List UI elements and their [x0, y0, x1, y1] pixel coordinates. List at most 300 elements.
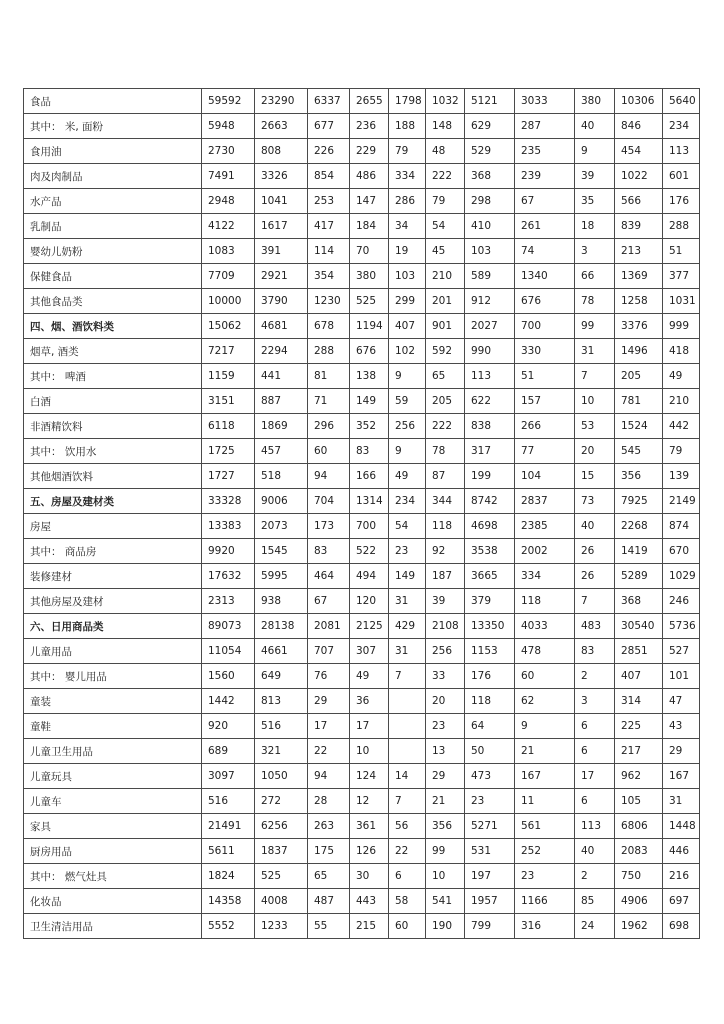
table-cell: 104 [515, 464, 575, 489]
row-label: 保健食品 [24, 264, 202, 289]
table-cell: 1617 [255, 214, 308, 239]
table-cell: 589 [465, 264, 515, 289]
table-cell: 854 [308, 164, 350, 189]
table-cell: 74 [515, 239, 575, 264]
row-label: 五、房屋及建材类 [24, 489, 202, 514]
table-cell: 813 [255, 689, 308, 714]
table-cell: 1869 [255, 414, 308, 439]
table-cell: 105 [615, 789, 663, 814]
table-cell: 149 [350, 389, 389, 414]
table-cell: 670 [663, 539, 700, 564]
table-cell: 1496 [615, 339, 663, 364]
table-cell: 391 [255, 239, 308, 264]
table-cell: 78 [575, 289, 615, 314]
table-cell: 197 [465, 864, 515, 889]
table-cell: 525 [255, 864, 308, 889]
table-cell: 2002 [515, 539, 575, 564]
table-cell: 676 [515, 289, 575, 314]
table-row [24, 439, 700, 464]
table-cell: 689 [202, 739, 255, 764]
table-cell: 2073 [255, 514, 308, 539]
row-label: 水产品 [24, 189, 202, 214]
table-cell: 36 [350, 689, 389, 714]
table-cell: 1041 [255, 189, 308, 214]
table-cell: 2027 [465, 314, 515, 339]
table-cell: 2294 [255, 339, 308, 364]
table-cell: 356 [426, 814, 465, 839]
table-cell: 9 [575, 139, 615, 164]
table-cell: 13350 [465, 614, 515, 639]
table-cell: 256 [426, 639, 465, 664]
table-cell: 118 [426, 514, 465, 539]
table-cell: 443 [350, 889, 389, 914]
table-cell: 21 [426, 789, 465, 814]
table-cell: 361 [350, 814, 389, 839]
table-cell: 9 [389, 364, 426, 389]
table-cell: 190 [426, 914, 465, 939]
table-cell: 525 [350, 289, 389, 314]
table-cell: 94 [308, 464, 350, 489]
row-label: 其他食品类 [24, 289, 202, 314]
table-cell: 30 [350, 864, 389, 889]
row-label: 其中： 饮用水 [24, 439, 202, 464]
table-cell: 5121 [465, 89, 515, 114]
table-cell: 4698 [465, 514, 515, 539]
table-cell: 9006 [255, 489, 308, 514]
table-cell: 114 [308, 239, 350, 264]
table-cell: 149 [389, 564, 426, 589]
table-cell: 65 [308, 864, 350, 889]
table-cell: 40 [575, 114, 615, 139]
table-cell: 87 [426, 464, 465, 489]
table-cell: 2083 [615, 839, 663, 864]
table-cell: 261 [515, 214, 575, 239]
table-cell: 222 [426, 414, 465, 439]
row-label: 其他烟酒饮料 [24, 464, 202, 489]
table-row [24, 314, 700, 339]
table-cell: 51 [663, 239, 700, 264]
table-cell: 102 [389, 339, 426, 364]
table-cell: 487 [308, 889, 350, 914]
table-cell: 352 [350, 414, 389, 439]
table-cell: 17 [308, 714, 350, 739]
table-cell: 184 [350, 214, 389, 239]
table-cell: 3665 [465, 564, 515, 589]
table-cell: 23 [389, 539, 426, 564]
table-cell: 464 [308, 564, 350, 589]
row-label: 装修建材 [24, 564, 202, 589]
table-cell: 39 [575, 164, 615, 189]
table-cell: 18 [575, 214, 615, 239]
table-cell: 2730 [202, 139, 255, 164]
table-cell: 21 [515, 739, 575, 764]
table-cell: 4008 [255, 889, 308, 914]
table-cell: 334 [389, 164, 426, 189]
table-cell: 5289 [615, 564, 663, 589]
table-row [24, 489, 700, 514]
table-cell: 410 [465, 214, 515, 239]
table-cell: 518 [255, 464, 308, 489]
table-cell: 15 [575, 464, 615, 489]
table-cell: 7217 [202, 339, 255, 364]
table-cell: 442 [663, 414, 700, 439]
table-cell: 176 [465, 664, 515, 689]
table-row [24, 164, 700, 189]
table-row [24, 564, 700, 589]
row-label: 非酒精饮料 [24, 414, 202, 439]
table-cell: 33 [426, 664, 465, 689]
table-cell: 24 [575, 914, 615, 939]
table-cell: 344 [426, 489, 465, 514]
table-cell: 92 [426, 539, 465, 564]
table-cell: 321 [255, 739, 308, 764]
row-label: 食用油 [24, 139, 202, 164]
table-cell: 62 [515, 689, 575, 714]
table-cell: 54 [389, 514, 426, 539]
table-cell: 529 [465, 139, 515, 164]
table-cell: 199 [465, 464, 515, 489]
table-cell: 1962 [615, 914, 663, 939]
table-cell: 288 [663, 214, 700, 239]
table-cell: 3376 [615, 314, 663, 339]
table-cell: 229 [350, 139, 389, 164]
row-label: 六、日用商品类 [24, 614, 202, 639]
table-cell: 483 [575, 614, 615, 639]
table-cell: 3097 [202, 764, 255, 789]
table-cell: 85 [575, 889, 615, 914]
table-cell: 19 [389, 239, 426, 264]
table-cell: 67 [515, 189, 575, 214]
table-cell: 1727 [202, 464, 255, 489]
table-cell: 7 [575, 589, 615, 614]
table-cell: 1824 [202, 864, 255, 889]
row-label: 儿童用品 [24, 639, 202, 664]
table-cell: 1442 [202, 689, 255, 714]
table-cell: 7 [389, 789, 426, 814]
table-cell: 2 [575, 864, 615, 889]
table-cell: 1725 [202, 439, 255, 464]
table-cell: 10 [575, 389, 615, 414]
table-cell: 23 [426, 714, 465, 739]
table-cell: 246 [663, 589, 700, 614]
table-cell: 6337 [308, 89, 350, 114]
table-row [24, 364, 700, 389]
table-cell: 166 [350, 464, 389, 489]
table-cell: 1560 [202, 664, 255, 689]
table-cell: 148 [426, 114, 465, 139]
table-cell: 1545 [255, 539, 308, 564]
table-cell: 7925 [615, 489, 663, 514]
table-cell: 29 [426, 764, 465, 789]
table-cell: 4122 [202, 214, 255, 239]
table-cell: 354 [308, 264, 350, 289]
table-cell: 457 [255, 439, 308, 464]
table-cell: 316 [515, 914, 575, 939]
table-cell: 6 [575, 789, 615, 814]
table-cell: 799 [465, 914, 515, 939]
table-cell: 138 [350, 364, 389, 389]
table-cell: 2125 [350, 614, 389, 639]
table-row [24, 89, 700, 114]
table-cell: 5948 [202, 114, 255, 139]
table-row [24, 464, 700, 489]
row-label: 童装 [24, 689, 202, 714]
table-cell: 79 [663, 439, 700, 464]
table-row [24, 889, 700, 914]
table-cell: 2313 [202, 589, 255, 614]
table-cell: 999 [663, 314, 700, 339]
table-cell: 3033 [515, 89, 575, 114]
table-cell: 23290 [255, 89, 308, 114]
table-cell: 5736 [663, 614, 700, 639]
table-cell: 296 [308, 414, 350, 439]
table-cell: 2655 [350, 89, 389, 114]
table-cell: 51 [515, 364, 575, 389]
table-cell: 213 [615, 239, 663, 264]
table-row [24, 839, 700, 864]
table-cell: 704 [308, 489, 350, 514]
table-cell: 920 [202, 714, 255, 739]
table-row [24, 639, 700, 664]
table-cell: 1524 [615, 414, 663, 439]
table-cell: 4681 [255, 314, 308, 339]
table-cell: 4033 [515, 614, 575, 639]
table-row [24, 864, 700, 889]
table-cell: 379 [465, 589, 515, 614]
table-cell: 566 [615, 189, 663, 214]
table-cell: 12 [350, 789, 389, 814]
table-cell: 48 [426, 139, 465, 164]
table-cell: 629 [465, 114, 515, 139]
table-cell: 253 [308, 189, 350, 214]
table-cell: 298 [465, 189, 515, 214]
table-cell: 11 [515, 789, 575, 814]
row-label: 儿童玩具 [24, 764, 202, 789]
table-cell [389, 689, 426, 714]
table-cell: 49 [663, 364, 700, 389]
table-cell: 139 [663, 464, 700, 489]
table-cell: 418 [663, 339, 700, 364]
table-body [24, 89, 700, 939]
row-label: 其中： 商品房 [24, 539, 202, 564]
table-cell: 56 [389, 814, 426, 839]
table-cell: 2149 [663, 489, 700, 514]
table-cell: 707 [308, 639, 350, 664]
table-cell: 286 [389, 189, 426, 214]
statistics-table [23, 88, 700, 939]
table-cell: 126 [350, 839, 389, 864]
table-cell: 8742 [465, 489, 515, 514]
row-label: 卫生清洁用品 [24, 914, 202, 939]
table-cell: 60 [515, 664, 575, 689]
table-cell: 2851 [615, 639, 663, 664]
table-cell: 113 [663, 139, 700, 164]
table-cell: 2948 [202, 189, 255, 214]
table-cell: 2837 [515, 489, 575, 514]
table-cell: 239 [515, 164, 575, 189]
table-cell: 33328 [202, 489, 255, 514]
row-label: 其他房屋及建材 [24, 589, 202, 614]
table-cell: 9920 [202, 539, 255, 564]
table-cell: 124 [350, 764, 389, 789]
table-cell: 113 [575, 814, 615, 839]
table-cell: 79 [389, 139, 426, 164]
table-cell: 522 [350, 539, 389, 564]
table-cell: 29 [663, 739, 700, 764]
table-cell: 11054 [202, 639, 255, 664]
table-row [24, 614, 700, 639]
table-cell: 5995 [255, 564, 308, 589]
table-cell: 531 [465, 839, 515, 864]
table-cell: 1448 [663, 814, 700, 839]
table-cell: 14358 [202, 889, 255, 914]
table-cell: 79 [426, 189, 465, 214]
table-cell: 210 [426, 264, 465, 289]
table-cell: 3538 [465, 539, 515, 564]
table-cell: 26 [575, 564, 615, 589]
table-cell: 10 [426, 864, 465, 889]
row-label: 厨房用品 [24, 839, 202, 864]
table-cell: 1233 [255, 914, 308, 939]
table-cell: 990 [465, 339, 515, 364]
table-cell: 60 [389, 914, 426, 939]
table-row [24, 139, 700, 164]
table-cell: 64 [465, 714, 515, 739]
table-cell: 1031 [663, 289, 700, 314]
table-cell: 67 [308, 589, 350, 614]
table-cell: 5640 [663, 89, 700, 114]
table-cell: 7709 [202, 264, 255, 289]
table-cell: 334 [515, 564, 575, 589]
table-cell: 17 [350, 714, 389, 739]
table-cell: 173 [308, 514, 350, 539]
table-cell: 58 [389, 889, 426, 914]
table-cell: 236 [350, 114, 389, 139]
table-cell: 101 [663, 664, 700, 689]
table-cell: 494 [350, 564, 389, 589]
table-cell: 1029 [663, 564, 700, 589]
table-cell: 10000 [202, 289, 255, 314]
row-label: 其中： 燃气灶具 [24, 864, 202, 889]
table-cell: 697 [663, 889, 700, 914]
table-cell: 103 [389, 264, 426, 289]
table-cell: 118 [465, 689, 515, 714]
table-cell: 76 [308, 664, 350, 689]
table-cell: 34 [389, 214, 426, 239]
table-cell: 938 [255, 589, 308, 614]
table-cell: 3 [575, 689, 615, 714]
table-row [24, 114, 700, 139]
table-cell: 10306 [615, 89, 663, 114]
table-cell: 446 [663, 839, 700, 864]
table-cell: 3 [575, 239, 615, 264]
table-cell: 167 [663, 764, 700, 789]
table-cell: 2108 [426, 614, 465, 639]
table-cell: 14 [389, 764, 426, 789]
table-cell: 545 [615, 439, 663, 464]
table-cell: 677 [308, 114, 350, 139]
table-cell: 39 [426, 589, 465, 614]
table-cell: 1050 [255, 764, 308, 789]
table-row [24, 239, 700, 264]
table-cell: 103 [465, 239, 515, 264]
table-cell: 407 [389, 314, 426, 339]
table-cell: 7491 [202, 164, 255, 189]
table-cell: 6 [575, 739, 615, 764]
table-cell: 2268 [615, 514, 663, 539]
table-cell: 23 [515, 864, 575, 889]
table-row [24, 914, 700, 939]
table-cell: 649 [255, 664, 308, 689]
table-cell: 20 [426, 689, 465, 714]
table-row [24, 764, 700, 789]
table-cell: 147 [350, 189, 389, 214]
table-cell: 1258 [615, 289, 663, 314]
table-cell: 1419 [615, 539, 663, 564]
table-row [24, 414, 700, 439]
table-cell: 1153 [465, 639, 515, 664]
table-cell: 1957 [465, 889, 515, 914]
table-cell: 1798 [389, 89, 426, 114]
table-cell: 22 [308, 739, 350, 764]
table-cell: 15062 [202, 314, 255, 339]
table-cell: 17632 [202, 564, 255, 589]
table-cell: 1340 [515, 264, 575, 289]
table-cell: 429 [389, 614, 426, 639]
table-cell: 454 [615, 139, 663, 164]
table-cell: 50 [465, 739, 515, 764]
table-cell: 167 [515, 764, 575, 789]
table-cell: 28 [308, 789, 350, 814]
table-cell: 120 [350, 589, 389, 614]
table-cell: 205 [426, 389, 465, 414]
table-cell: 417 [308, 214, 350, 239]
row-label: 家具 [24, 814, 202, 839]
table-cell: 40 [575, 514, 615, 539]
table-cell: 30540 [615, 614, 663, 639]
table-cell: 1369 [615, 264, 663, 289]
table-cell: 22 [389, 839, 426, 864]
table-cell: 55 [308, 914, 350, 939]
table-cell: 356 [615, 464, 663, 489]
table-cell: 7 [575, 364, 615, 389]
table-cell: 9 [389, 439, 426, 464]
table-cell: 20 [575, 439, 615, 464]
table-row [24, 664, 700, 689]
table-cell: 592 [426, 339, 465, 364]
table-cell: 83 [350, 439, 389, 464]
table-cell: 4906 [615, 889, 663, 914]
row-label: 四、烟、酒饮料类 [24, 314, 202, 339]
table-cell: 2 [575, 664, 615, 689]
table-cell: 83 [575, 639, 615, 664]
table-cell: 7 [389, 664, 426, 689]
table-cell: 47 [663, 689, 700, 714]
table-cell: 54 [426, 214, 465, 239]
table-cell: 77 [515, 439, 575, 464]
table-cell: 622 [465, 389, 515, 414]
table-cell: 210 [663, 389, 700, 414]
table-cell: 234 [389, 489, 426, 514]
table-cell: 205 [615, 364, 663, 389]
table-cell: 678 [308, 314, 350, 339]
table-cell: 31 [389, 639, 426, 664]
table-row [24, 714, 700, 739]
table-cell: 516 [255, 714, 308, 739]
table-cell: 962 [615, 764, 663, 789]
table-cell: 839 [615, 214, 663, 239]
table-cell: 225 [615, 714, 663, 739]
